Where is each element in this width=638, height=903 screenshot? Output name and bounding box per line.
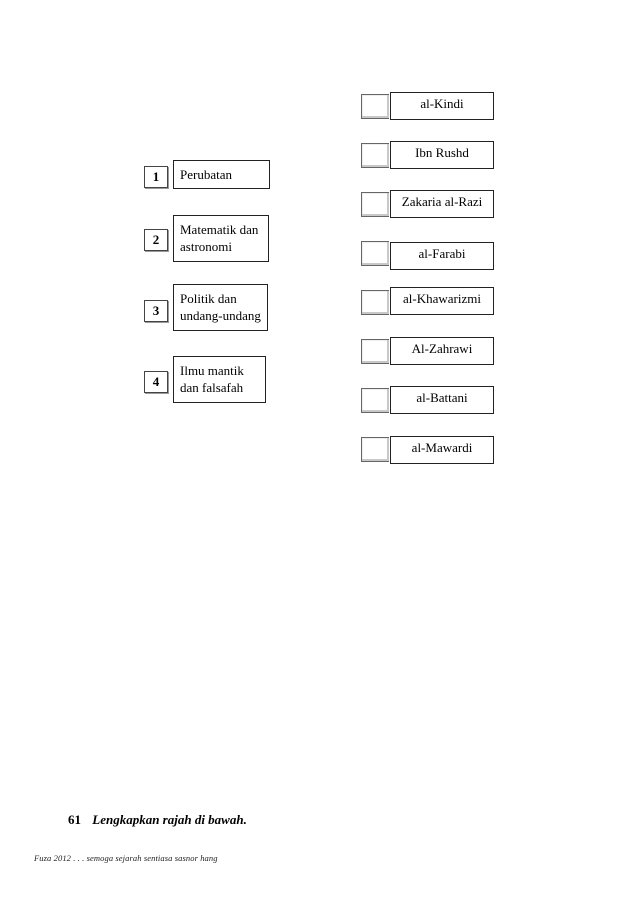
scholar-box-ibn-rushd: Ibn Rushd bbox=[390, 141, 494, 169]
answer-checkbox-1[interactable] bbox=[361, 94, 389, 119]
answer-checkbox-4[interactable] bbox=[361, 241, 389, 266]
question bbox=[68, 812, 247, 828]
footer-text: Fuza 2012 . . . semoga sejarah sentiasa sasnor hang bbox=[34, 853, 218, 863]
scholar-box-al-zahrawi: Al-Zahrawi bbox=[390, 337, 494, 365]
scholar-box-al-kindi: al-Kindi bbox=[390, 92, 494, 120]
number-box-1: 1 bbox=[144, 166, 168, 188]
answer-checkbox-6[interactable] bbox=[361, 339, 389, 364]
answer-checkbox-3[interactable] bbox=[361, 192, 389, 217]
question-text: Lengkapkan rajah di bawah. bbox=[92, 812, 247, 827]
scholar-box-al-farabi: al-Farabi bbox=[390, 242, 494, 270]
number-box-3: 3 bbox=[144, 300, 168, 322]
answer-checkbox-5[interactable] bbox=[361, 290, 389, 315]
category-box-politik: Politik dan undang-undang bbox=[173, 284, 268, 331]
scholar-box-zakaria-al-razi: Zakaria al-Razi bbox=[390, 190, 494, 218]
scholar-box-al-khawarizmi: al-Khawarizmi bbox=[390, 287, 494, 315]
category-box-perubatan: Perubatan bbox=[173, 160, 270, 189]
number-box-4: 4 bbox=[144, 371, 168, 393]
answer-checkbox-7[interactable] bbox=[361, 388, 389, 413]
number-box-2: 2 bbox=[144, 229, 168, 251]
category-box-matematik: Matematik dan astronomi bbox=[173, 215, 269, 262]
answer-checkbox-2[interactable] bbox=[361, 143, 389, 168]
scholar-box-al-battani: al-Battani bbox=[390, 386, 494, 414]
answer-checkbox-8[interactable] bbox=[361, 437, 389, 462]
question-number: 61 bbox=[68, 812, 81, 827]
category-box-ilmu-mantik: Ilmu mantik dan falsafah bbox=[173, 356, 266, 403]
scholar-box-al-mawardi: al-Mawardi bbox=[390, 436, 494, 464]
